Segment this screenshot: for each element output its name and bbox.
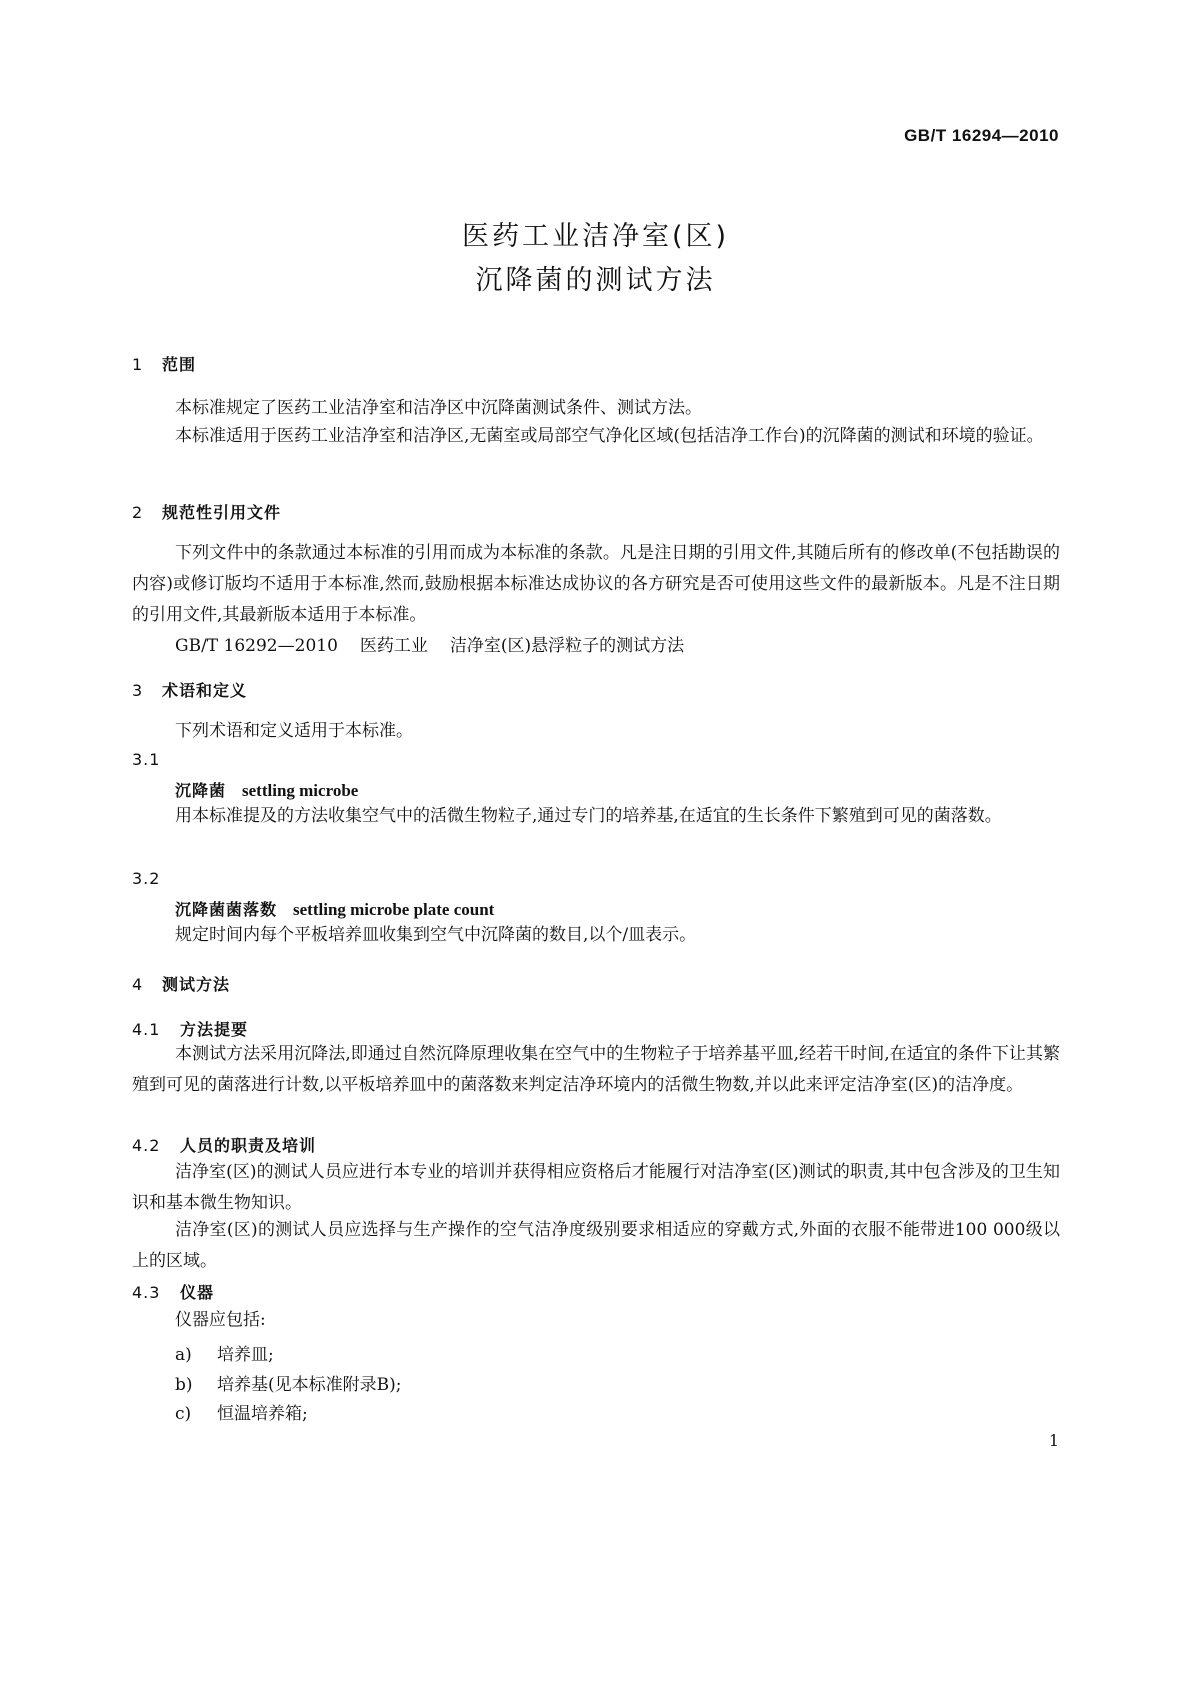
section-number: 3 xyxy=(132,681,144,700)
reference-title-part-1: 医药工业 xyxy=(359,636,428,656)
reference-title-part-2: 洁净室(区)悬浮粒子的测试方法 xyxy=(449,636,685,656)
section-1-paragraph-2: 本标准适用于医药工业洁净室和洁净区,无菌室或局部空气净化区域(包括洁净工作台)的沉降菌的测试和环境的验证。 xyxy=(175,426,1044,446)
term-3-2-number: 3.2 xyxy=(132,869,161,888)
subsection-4-3-intro: 仪器应包括: xyxy=(175,1310,266,1330)
subsection-title: 仪器 xyxy=(180,1283,215,1302)
subsection-4-2-paragraph-1: 洁净室(区)的测试人员应进行本专业的培训并获得相应资格后才能履行对洁净室(区)测试的职责,其中包含涉及的卫生知识和基本微生物知识。 xyxy=(132,1162,1060,1213)
subsection-title: 方法提要 xyxy=(180,1020,249,1039)
list-item-text: 培养基(见本标准附录B); xyxy=(217,1375,402,1395)
subsection-4-2-heading xyxy=(132,1133,316,1156)
standard-code: GB/T 16294—2010 xyxy=(904,126,1059,145)
term-3-1-number: 3.1 xyxy=(132,750,161,769)
reference-code: GB/T 16292—2010 xyxy=(175,636,338,656)
section-2-heading xyxy=(132,500,281,523)
section-number: 2 xyxy=(132,503,144,522)
subsection-4-1-paragraph-1: 本测试方法采用沉降法,即通过自然沉降原理收集在空气中的生物粒子于培养基平皿,经若干时间,在适宜的条件下让其繁殖到可见的菌落进行计数,以平板培养皿中的菌落数来判定洁净环境内的活微生物数,并以此来评定洁净室(区)的洁净度。 xyxy=(132,1044,1060,1095)
document-title-line-1: 医药工业洁净室(区) xyxy=(461,221,730,252)
subsection-4-1-heading xyxy=(132,1017,248,1040)
section-title: 规范性引用文件 xyxy=(162,503,282,522)
section-title: 术语和定义 xyxy=(162,681,248,700)
subsection-number: 4.2 xyxy=(132,1136,161,1155)
section-title: 测试方法 xyxy=(162,975,231,994)
list-item-label: c) xyxy=(175,1404,192,1424)
document-title-line-2: 沉降菌的测试方法 xyxy=(475,265,716,296)
page-number: 1 xyxy=(1048,1431,1059,1450)
section-3-heading xyxy=(132,678,247,701)
term-chinese: 沉降菌 xyxy=(175,781,227,800)
list-item-label: a) xyxy=(175,1345,192,1365)
section-1-heading xyxy=(132,352,196,375)
list-item xyxy=(175,1399,308,1424)
list-item-text: 恒温培养箱; xyxy=(217,1404,308,1424)
term-english: settling microbe xyxy=(242,781,359,800)
list-item xyxy=(175,1370,402,1395)
term-3-2-definition: 规定时间内每个平板培养皿收集到空气中沉降菌的数目,以个/皿表示。 xyxy=(175,925,697,945)
term-3-1-definition: 用本标准提及的方法收集空气中的活微生物粒子,通过专门的培养基,在适宜的生长条件下繁殖到可见的菌落数。 xyxy=(175,806,1002,826)
section-number: 1 xyxy=(132,355,144,374)
subsection-4-3-heading xyxy=(132,1280,214,1303)
normative-reference xyxy=(175,631,684,656)
list-item-label: b) xyxy=(175,1375,193,1395)
subsection-number: 4.3 xyxy=(132,1283,161,1302)
list-item xyxy=(175,1340,274,1365)
section-title: 范围 xyxy=(162,355,197,374)
section-number: 4 xyxy=(132,975,144,994)
subsection-number: 4.1 xyxy=(132,1020,161,1039)
section-3-paragraph-1: 下列术语和定义适用于本标准。 xyxy=(175,721,413,741)
term-3-2-heading xyxy=(175,897,494,920)
section-4-heading xyxy=(132,972,230,995)
list-item-text: 培养皿; xyxy=(217,1345,274,1365)
term-chinese: 沉降菌菌落数 xyxy=(175,900,278,919)
term-english: settling microbe plate count xyxy=(293,900,495,919)
term-3-1-heading xyxy=(175,778,358,801)
section-2-paragraph-1: 下列文件中的条款通过本标准的引用而成为本标准的条款。凡是注日期的引用文件,其随后所有的修改单(不包括勘误的内容)或修订版均不适用于本标准,然而,鼓励根据本标准达成协议的各方研究是否可使用这些文件的最新版本。凡是不注日期的引用文件,其最新版本适用于本标准。 xyxy=(132,543,1060,625)
subsection-4-2-paragraph-2: 洁净室(区)的测试人员应选择与生产操作的空气洁净度级别要求相适应的穿戴方式,外面的衣服不能带进100 000级以上的区域。 xyxy=(132,1220,1060,1271)
subsection-title: 人员的职责及培训 xyxy=(180,1136,317,1155)
section-1-paragraph-1: 本标准规定了医药工业洁净室和洁净区中沉降菌测试条件、测试方法。 xyxy=(175,398,702,418)
